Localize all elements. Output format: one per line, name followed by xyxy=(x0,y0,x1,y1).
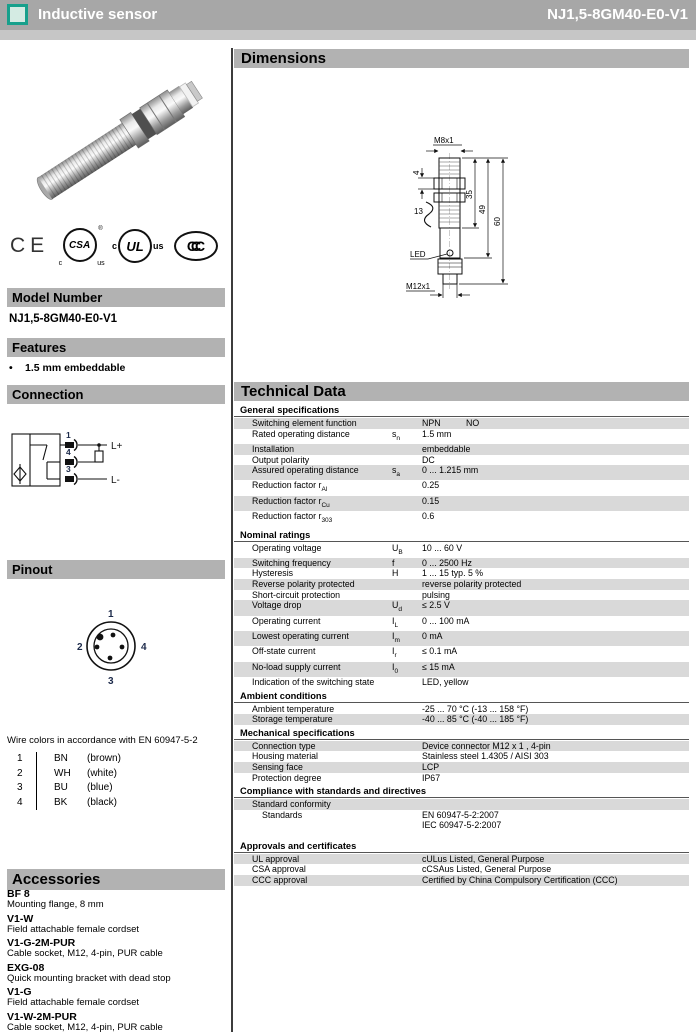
tech-row xyxy=(234,465,689,480)
tech-row-symbol: $s_a$ xyxy=(392,465,401,478)
tech-row-label: Reduction factor $r_{303}$ xyxy=(252,511,333,524)
connection-heading: Connection xyxy=(7,385,225,404)
dim-wrench-label: 13 xyxy=(414,207,423,216)
tech-row-label: Rated operating distance xyxy=(252,428,350,439)
tech-section-heading: Compliance with standards and directives xyxy=(234,783,689,798)
tech-row xyxy=(234,543,689,558)
column-divider xyxy=(231,48,233,1032)
tech-row-symbol xyxy=(392,875,422,886)
connection-lminus-label: L- xyxy=(111,475,120,486)
tech-row-symbol: H xyxy=(392,568,399,579)
tech-row-value: 0.15 xyxy=(422,495,440,506)
tech-section-heading: General specifications xyxy=(234,402,689,417)
tech-row-label: Connection type xyxy=(252,740,316,751)
tech-row-label: Off-state current xyxy=(252,646,316,657)
tech-row xyxy=(234,714,689,725)
tech-row xyxy=(234,579,689,590)
tech-row-label: Switching frequency xyxy=(252,557,331,568)
tech-row-symbol xyxy=(392,444,422,455)
tech-row-symbol: $U_B$ xyxy=(392,542,403,556)
accessory-description: Field attachable female cordset xyxy=(7,923,140,935)
pinout-pin3-label: 3 xyxy=(108,676,114,687)
tech-row xyxy=(234,568,689,579)
pinout-heading: Pinout xyxy=(7,560,225,579)
bullet-icon: • xyxy=(9,362,13,374)
dim-nut-height-label: 4 xyxy=(412,170,421,175)
header-model-number: NJ1,5-8GM40-E0-V1 xyxy=(547,6,688,23)
tech-row-value: embeddable xyxy=(422,443,471,454)
accessory-name: V1-G xyxy=(7,986,32,998)
tech-row xyxy=(234,418,689,429)
tech-row xyxy=(234,704,689,715)
tech-row-symbol xyxy=(392,741,422,752)
wire-code: WH xyxy=(54,767,71,779)
tech-row xyxy=(234,444,689,455)
pinout-diagram xyxy=(75,605,155,690)
tech-row-label: Reduction factor $r_{Cu}$ xyxy=(252,495,330,509)
tech-row-label: Voltage drop xyxy=(252,600,302,611)
tech-row-value: 0 ... 2500 Hz xyxy=(422,557,472,568)
tech-value-part: NPN xyxy=(422,418,441,428)
tech-row-symbol xyxy=(392,762,422,773)
tech-row-symbol xyxy=(392,480,422,495)
tech-value-part: NO xyxy=(466,418,480,428)
tech-row-label: No-load supply current xyxy=(252,661,341,672)
wire-pin: 2 xyxy=(17,767,23,779)
tech-row-symbol: $I_r$ xyxy=(392,646,397,659)
tech-row-symbol xyxy=(392,714,422,725)
accessory-item xyxy=(7,914,222,935)
wire-pin: 3 xyxy=(17,782,23,793)
dim-led-label: LED xyxy=(410,250,426,259)
tech-row-label: UL approval xyxy=(252,853,300,864)
wire-color-name: (white) xyxy=(87,767,118,779)
dim-35-label: 35 xyxy=(465,190,474,199)
tech-row-value: Certified by China Compulsory Certification (CCC) xyxy=(422,875,618,886)
connection-lplus-label: L+ xyxy=(111,441,123,452)
tech-row-value: pulsing xyxy=(422,589,450,600)
tech-row xyxy=(234,741,689,752)
tech-row xyxy=(234,646,689,661)
tech-row-value: 0 ... 100 mA xyxy=(422,615,470,626)
certification-logos xyxy=(10,222,218,270)
tech-section-heading: Nominal ratings xyxy=(234,527,689,542)
tech-row-symbol xyxy=(392,511,422,526)
accessory-description: Quick mounting bracket with dead stop xyxy=(7,972,171,984)
tech-row-value: ≤ 2.5 V xyxy=(422,600,450,611)
accessories-list xyxy=(7,889,222,1036)
ccc-mark-icon: CCC xyxy=(174,231,218,261)
accessory-description: Field attachable female cordset xyxy=(7,997,140,1008)
tech-row-value xyxy=(422,418,689,429)
accessory-name: V1-W xyxy=(7,912,34,925)
tech-row-label: Reduction factor $r_{Al}$ xyxy=(252,480,328,494)
tech-row-label: Sensing face xyxy=(252,761,303,772)
accessory-name: BF 8 xyxy=(7,888,30,900)
wire-pin: 1 xyxy=(17,753,23,764)
dimensions-heading: Dimensions xyxy=(234,49,689,68)
wire-color-name: (blue) xyxy=(87,782,113,793)
tech-row-symbol: $s_n$ xyxy=(392,428,401,442)
tech-row-value: 1 ... 15 typ. 5 % xyxy=(422,568,484,579)
wire-color-row xyxy=(7,796,197,811)
connection-diagram xyxy=(7,424,222,516)
tech-row-value: ≤ 0.1 mA xyxy=(422,646,458,657)
tech-row-label: Assured operating distance xyxy=(252,465,359,476)
model-number-value: NJ1,5-8GM40-E0-V1 xyxy=(9,313,118,325)
connection-pin1-label: 1 xyxy=(66,430,71,440)
tech-row-value: 0 mA xyxy=(422,630,443,641)
tech-row-value: 0.6 xyxy=(422,511,435,522)
tech-row-value: Stainless steel 1.4305 / AISI 303 xyxy=(422,751,549,762)
tech-row-symbol xyxy=(392,751,422,762)
tech-row-symbol: f xyxy=(392,557,395,568)
wrench-icon xyxy=(424,202,432,227)
tech-row-label: Lowest operating current xyxy=(252,630,349,641)
tech-row xyxy=(234,762,689,773)
wire-color-row xyxy=(7,781,197,796)
tech-row-label: Indication of the switching state xyxy=(252,676,375,687)
page-header xyxy=(0,0,696,30)
tech-row-symbol xyxy=(392,864,422,875)
tech-row-value: cCSAus Listed, General Purpose xyxy=(422,864,552,875)
tech-row xyxy=(234,662,689,677)
header-strip xyxy=(0,30,696,40)
tech-row-value xyxy=(422,810,689,831)
pinout-pin4-label: 4 xyxy=(141,642,147,653)
accessory-item xyxy=(7,938,222,959)
accessory-name: EXG-08 xyxy=(7,961,45,974)
tech-row-value: 1.5 mm xyxy=(422,428,452,439)
tech-row xyxy=(234,631,689,646)
wire-colors-table xyxy=(7,752,197,810)
tech-row-symbol xyxy=(392,799,422,810)
tech-row xyxy=(234,429,689,444)
wire-color-name: (brown) xyxy=(87,753,121,764)
tech-row-symbol xyxy=(392,455,422,466)
tech-row xyxy=(234,854,689,865)
tech-row-label: Hysteresis xyxy=(252,568,294,579)
tech-row-label: Short-circuit protection xyxy=(252,589,341,600)
csa-mark-icon: CSA ® c us xyxy=(58,226,105,267)
tech-row-value: -25 ... 70 °C (-13 ... 158 °F) xyxy=(422,703,529,714)
wire-code: BU xyxy=(54,782,68,793)
tech-row-symbol xyxy=(392,773,422,784)
pinout-pin2-label: 2 xyxy=(77,642,83,653)
tech-row-symbol: $I_m$ xyxy=(392,630,400,644)
tech-row-value: DC xyxy=(422,454,435,465)
tech-row xyxy=(234,773,689,784)
tech-section-heading: Approvals and certificates xyxy=(234,838,689,853)
brand-logo-icon xyxy=(7,4,28,25)
tech-row-value: -40 ... 85 °C (-40 ... 185 °F) xyxy=(422,714,529,725)
tech-row-symbol xyxy=(392,810,422,831)
tech-row-label: Storage temperature xyxy=(252,714,333,725)
tech-row-label: Standards xyxy=(262,809,303,820)
tech-row xyxy=(234,558,689,569)
tech-row-symbol: $I_0$ xyxy=(392,661,399,675)
tech-value-line: IEC 60947-5-2:2007 xyxy=(422,820,502,831)
tech-value-line: EN 60947-5-2:2007 xyxy=(422,809,499,820)
dimension-drawing xyxy=(378,126,628,316)
tech-row-value: cULus Listed, General Purpose xyxy=(422,853,545,864)
tech-row xyxy=(234,511,689,526)
tech-row xyxy=(234,455,689,466)
accessories-heading: Accessories xyxy=(7,869,225,890)
tech-row-label: Output polarity xyxy=(252,454,310,465)
tech-row-symbol: $U_d$ xyxy=(392,600,402,613)
wire-colors-note: Wire colors in accordance with EN 60947-5-2 xyxy=(7,735,198,746)
wire-color-row xyxy=(7,767,197,782)
tech-row xyxy=(234,616,689,631)
pinout-pin1-label: 1 xyxy=(108,609,114,620)
tech-row-label: Operating current xyxy=(252,615,321,626)
tech-row-value: Device connector M12 x 1 , 4-pin xyxy=(422,740,551,751)
tech-row-symbol xyxy=(392,590,422,601)
wire-pin: 4 xyxy=(17,796,23,808)
tech-row-value: reverse polarity protected xyxy=(422,579,522,590)
wire-color-name: (black) xyxy=(87,796,118,808)
dim-thread-top-label: M8x1 xyxy=(434,136,454,145)
tech-row xyxy=(234,590,689,601)
accessory-name: V1-W-2M-PUR xyxy=(7,1010,77,1023)
tech-row xyxy=(234,864,689,875)
tech-row-value: 0 ... 1.215 mm xyxy=(422,465,479,476)
accessory-name: V1-G-2M-PUR xyxy=(7,937,76,949)
tech-row-label: Reverse polarity protected xyxy=(252,579,355,590)
tech-row-label: Housing material xyxy=(252,751,319,762)
tech-row xyxy=(234,496,689,511)
tech-row-label: CCC approval xyxy=(252,875,308,886)
tech-row-value: 10 ... 60 V xyxy=(422,542,463,553)
feature-item xyxy=(9,362,125,374)
wire-color-row xyxy=(7,752,197,767)
tech-row xyxy=(234,875,689,886)
tech-row-value: 0.25 xyxy=(422,480,440,491)
tech-row-value: ≤ 15 mA xyxy=(422,661,455,672)
accessory-description: Cable socket, M12, 4-pin, PUR cable xyxy=(7,1021,163,1033)
tech-row-value xyxy=(422,799,689,810)
tech-row-value: LED, yellow xyxy=(422,676,469,687)
tech-row-symbol xyxy=(392,579,422,590)
tech-row-label: Ambient temperature xyxy=(252,703,335,714)
tech-row-label: Standard conformity xyxy=(252,799,331,810)
dim-60-label: 60 xyxy=(493,217,502,226)
tech-row-label: Switching element function xyxy=(252,418,357,428)
accessory-item xyxy=(7,963,222,984)
accessory-description: Cable socket, M12, 4-pin, PUR cable xyxy=(7,948,163,959)
connection-pin3-label: 3 xyxy=(66,464,71,474)
tech-row-label: Protection degree xyxy=(252,772,322,783)
tech-row-label: Installation xyxy=(252,443,295,454)
tech-row-symbol xyxy=(392,418,422,429)
page-title: Inductive sensor xyxy=(38,6,158,23)
product-photo xyxy=(10,60,218,220)
tech-row xyxy=(234,480,689,495)
dim-thread-bottom-label: M12x1 xyxy=(406,282,431,291)
wire-code: BN xyxy=(54,753,68,764)
tech-row xyxy=(234,677,689,688)
accessory-description: Mounting flange, 8 mm xyxy=(7,899,104,910)
tech-row-label: Operating voltage xyxy=(252,542,322,553)
tech-section-heading: Mechanical specifications xyxy=(234,725,689,740)
tech-row-symbol xyxy=(392,496,422,511)
tech-row-symbol: $I_L$ xyxy=(392,615,399,629)
tech-row xyxy=(234,810,689,831)
technical-data-heading: Technical Data xyxy=(234,382,689,401)
accessory-item xyxy=(7,1012,222,1033)
tech-row xyxy=(234,751,689,762)
tech-row-value: IP67 xyxy=(422,772,441,783)
tech-row-symbol xyxy=(392,704,422,715)
accessory-item xyxy=(7,987,222,1008)
accessory-item xyxy=(7,889,222,910)
ce-mark-icon: CE xyxy=(10,234,50,257)
tech-row xyxy=(234,799,689,810)
dim-49-label: 49 xyxy=(478,205,487,214)
technical-data-table xyxy=(234,402,689,886)
tech-row-symbol xyxy=(392,854,422,865)
tech-section-heading: Ambient conditions xyxy=(234,688,689,703)
tech-row xyxy=(234,600,689,615)
connection-pin4-label: 4 xyxy=(66,447,71,457)
wire-code: BK xyxy=(54,796,68,808)
features-heading: Features xyxy=(7,338,225,357)
tech-row-value: LCP xyxy=(422,761,440,772)
tech-row-symbol xyxy=(392,677,422,688)
feature-text: 1.5 mm embeddable xyxy=(25,362,126,374)
model-number-heading: Model Number xyxy=(7,288,225,307)
ul-mark-icon: c UL us xyxy=(112,229,164,263)
tech-row-label: CSA approval xyxy=(252,864,306,875)
